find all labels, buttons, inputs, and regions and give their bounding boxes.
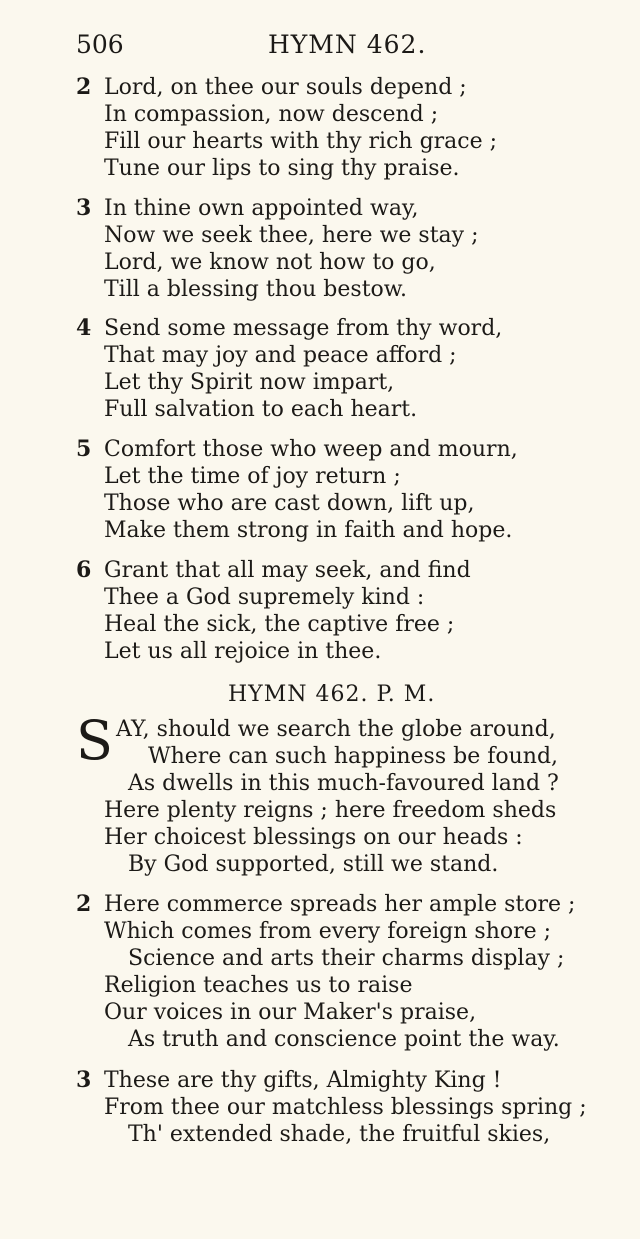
- stanza-4: [76, 315, 616, 423]
- verse-line: Heal the sick, the captive free ;: [104, 612, 455, 637]
- verse-line: Send some message from thy word,: [104, 316, 503, 341]
- drop-cap: S: [76, 709, 113, 772]
- verse-line: These are thy gifts, Almighty King !: [104, 1068, 502, 1093]
- verse-line: Science and arts their charms display ;: [128, 946, 565, 971]
- verse-line: Let thy Spirit now impart,: [104, 370, 395, 395]
- verse-line: As dwells in this much-favoured land ?: [128, 771, 559, 796]
- verse-line: Make them strong in faith and hope.: [104, 518, 513, 543]
- stanza-number: 2: [76, 74, 92, 100]
- page-header: [76, 30, 596, 66]
- verse-line: By God supported, still we stand.: [128, 852, 499, 877]
- verse-line: Her choicest blessings on our heads :: [104, 825, 523, 850]
- verse-line: Where can such happiness be found,: [148, 744, 559, 769]
- verse-line: Here commerce spreads her ample store ;: [104, 892, 576, 917]
- stanza-number: 4: [76, 315, 92, 341]
- verse-line: Now we seek thee, here we stay ;: [104, 223, 479, 248]
- hymn462-stanza-1: [76, 709, 616, 878]
- stanza-number: 3: [76, 195, 92, 221]
- verse-line: Tune our lips to sing thy praise.: [104, 156, 460, 181]
- verse-line: Lord, on thee our souls depend ;: [104, 75, 467, 100]
- verse-line: Comfort those who weep and mourn,: [104, 437, 518, 462]
- stanza-number: 2: [76, 891, 92, 917]
- verse-line: Fill our hearts with thy rich grace ;: [104, 129, 498, 154]
- verse-line: Lord, we know not how to go,: [104, 250, 436, 275]
- verse-line: In thine own appointed way,: [104, 196, 419, 221]
- verse-line: Our voices in our Maker's praise,: [104, 1000, 477, 1025]
- verse-line: Let us all rejoice in thee.: [104, 639, 382, 664]
- page-number: 506: [76, 30, 124, 59]
- verse-line: Grant that all may seek, and find: [104, 558, 471, 583]
- stanza-6: [76, 557, 616, 665]
- verse-line: That may joy and peace afford ;: [104, 343, 457, 368]
- verse-line: AY, should we search the globe around,: [116, 717, 556, 742]
- hymn462-stanza-3: [76, 1067, 616, 1148]
- verse-line: Let the time of joy return ;: [104, 464, 401, 489]
- stanza-3: [76, 195, 616, 303]
- hymn462-stanza-2: [76, 891, 616, 1053]
- stanza-number: 3: [76, 1067, 92, 1093]
- verse-line: Those who are cast down, lift up,: [104, 491, 475, 516]
- verse-line: Which comes from every foreign shore ;: [104, 919, 552, 944]
- running-title: HYMN 462.: [268, 30, 427, 59]
- verse-line: Till a blessing thou bestow.: [104, 277, 407, 302]
- stanza-5: [76, 436, 616, 544]
- stanza-number: 6: [76, 557, 92, 583]
- verse-line: Religion teaches us to raise: [104, 973, 413, 998]
- verse-line: From thee our matchless blessings spring ;: [104, 1095, 587, 1120]
- stanza-2: [76, 74, 616, 182]
- hymn-heading: HYMN 462. P. M.: [228, 682, 436, 707]
- verse-line: Th' extended shade, the fruitful skies,: [128, 1122, 551, 1147]
- stanza-number: 5: [76, 436, 92, 462]
- verse-line: Full salvation to each heart.: [104, 397, 418, 422]
- verse-line: In compassion, now descend ;: [104, 102, 439, 127]
- verse-line: Here plenty reigns ; here freedom sheds: [104, 798, 557, 823]
- verse-line: Thee a God supremely kind :: [104, 585, 425, 610]
- verse-line: As truth and conscience point the way.: [128, 1027, 560, 1052]
